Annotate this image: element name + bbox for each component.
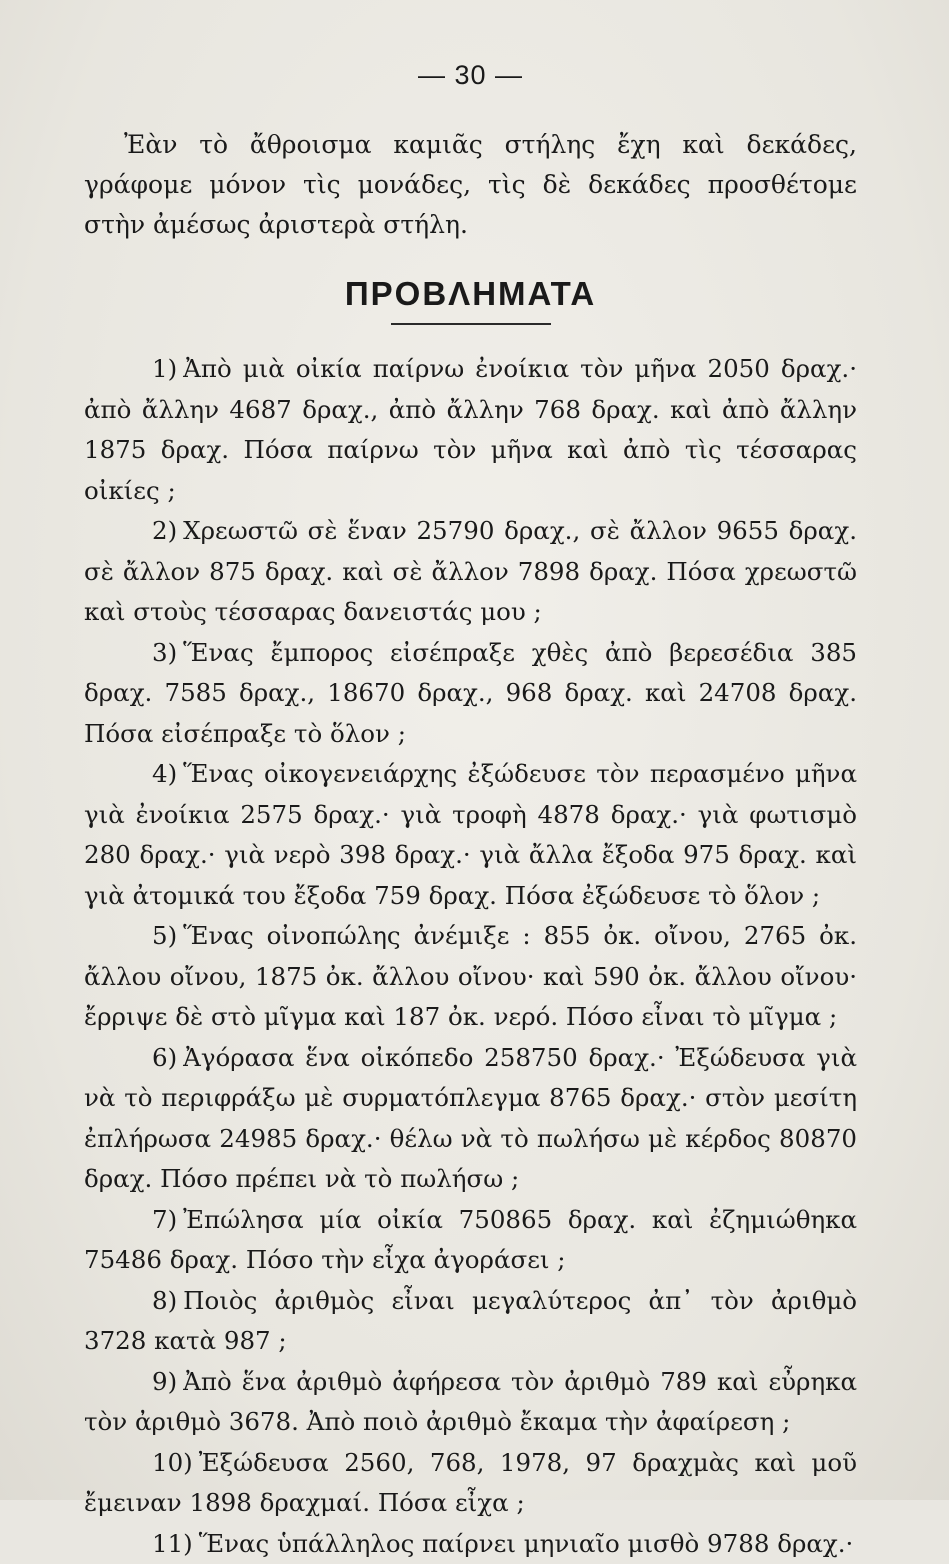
problem-text: Ποιὸς ἀριθμὸς εἶναι μεγαλύτερος ἀπ᾽ τὸν ἀριθμὸ 3728 κατὰ 987 ; (84, 1286, 857, 1356)
problem-6 (84, 1038, 857, 1200)
problem-7 (84, 1200, 857, 1281)
problem-number: 8) (152, 1286, 177, 1315)
problem-number: 7) (152, 1205, 177, 1234)
problem-text: Χρεωστῶ σὲ ἕναν 25790 δραχ., σὲ ἄλλον 9655 δραχ. σὲ ἄλλον 875 δραχ. καὶ σὲ ἄλλον 7898 δραχ. Πόσα χρεωστῶ καὶ στοὺς τέσσαρας δανειστάς μου ; (84, 516, 857, 626)
problem-text: Ἐξώδευσα 2560, 768, 1978, 97 δραχμὰς καὶ μοῦ ἔμειναν 1898 δραχμαί. Πόσα εἶχα ; (84, 1448, 857, 1518)
section-heading: ΠΡΟΒΛΗΜΑΤΑ (84, 275, 857, 313)
intro-paragraph: Ἐὰν τὸ ἄθροισμα καμιᾶς στήλης ἔχη καὶ δεκάδες, γράφομε μόνον τὶς μονάδες, τὶς δὲ δεκάδες προσθέτομε στὴν ἀμέσως ἀριστερὰ στήλη. (84, 125, 857, 245)
heading-underline (391, 323, 551, 325)
problem-text: Ἕνας ἔμπορος εἰσέπραξε χθὲς ἀπὸ βερεσέδια 385 δραχ. 7585 δραχ., 18670 δραχ., 968 δραχ. καὶ 24708 δραχ. Πόσα εἰσέπραξε τὸ ὅλον ; (84, 638, 857, 748)
problem-5 (84, 916, 857, 1038)
problem-text: Ἕνας οἰκογενειάρχης ἐξώδευσε τὸν περασμένο μῆνα γιὰ ἐνοίκια 2575 δραχ.· γιὰ τροφὴ 4878 δραχ.· γιὰ φωτισμὸ 280 δραχ.· γιὰ νερὸ 398 δραχ.· γιὰ ἄλλα ἔξοδα 975 δραχ. καὶ γιὰ ἀτομικά του ἔξοδα 759 δραχ. Πόσα ἐξώδευσε τὸ ὅλον ; (84, 759, 857, 910)
problem-number: 10) (152, 1448, 193, 1477)
problem-4 (84, 754, 857, 916)
problem-text: Ἕνας οἰνοπώλης ἀνέμιξε : 855 ὀκ. οἴνου, 2765 ὀκ. ἄλλου οἴνου, 1875 ὀκ. ἄλλου οἴνου· καὶ 590 ὀκ. ἄλλου οἴνου· ἔρριψε δὲ στὸ μῖγμα καὶ 187 ὀκ. νερό. Πόσο εἶναι τὸ μῖγμα ; (84, 921, 857, 1031)
problem-number: 4) (152, 759, 177, 788)
problem-8 (84, 1281, 857, 1362)
problem-number: 11) (152, 1529, 193, 1558)
problem-10 (84, 1443, 857, 1524)
problem-list (84, 349, 857, 1564)
problem-number: 1) (152, 354, 177, 383)
page-number: — 30 — (84, 60, 857, 91)
problem-text: Ἀγόρασα ἕνα οἰκόπεδο 258750 δραχ.· Ἐξώδευσα γιὰ νὰ τὸ περιφράξω μὲ συρματόπλεγμα 8765 δραχ.· στὸν μεσίτη ἐπλήρωσα 24985 δραχ.· θέλω νὰ τὸ πωλήσω μὲ κέρδος 80870 δραχ. Πόσο πρέπει νὰ τὸ πωλήσω ; (84, 1043, 857, 1194)
problem-11 (84, 1524, 857, 1564)
problem-9 (84, 1362, 857, 1443)
problem-text: Ἐπώλησα μία οἰκία 750865 δραχ. καὶ ἐζημιώθηκα 75486 δραχ. Πόσο τὴν εἶχα ἀγοράσει ; (84, 1205, 857, 1275)
problem-1 (84, 349, 857, 511)
problem-number: 6) (152, 1043, 177, 1072)
problem-3 (84, 633, 857, 755)
problem-number: 2) (152, 516, 177, 545)
problem-text: Ἕνας ὑπάλληλος παίρνει μηνιαῖο μισθὸ 9788 δραχ.· (199, 1529, 854, 1558)
problem-text: Ἀπὸ ἕνα ἀριθμὸ ἀφήρεσα τὸν ἀριθμὸ 789 καὶ εὖρηκα τὸν ἀριθμὸ 3678. Ἀπὸ ποιὸ ἀριθμὸ ἔκαμα τὴν ἀφαίρεση ; (84, 1367, 857, 1437)
problem-text: Ἀπὸ μιὰ οἰκία παίρνω ἐνοίκια τὸν μῆνα 2050 δραχ.· ἀπὸ ἄλλην 4687 δραχ., ἀπὸ ἄλλην 768 δραχ. καὶ ἀπὸ ἄλλην 1875 δραχ. Πόσα παίρνω τὸν μῆνα καὶ ἀπὸ τὶς τέσσαρας οἰκίες ; (84, 354, 857, 505)
problem-number: 3) (152, 638, 177, 667)
problem-2 (84, 511, 857, 633)
problem-number: 9) (152, 1367, 177, 1396)
problem-number: 5) (152, 921, 177, 950)
